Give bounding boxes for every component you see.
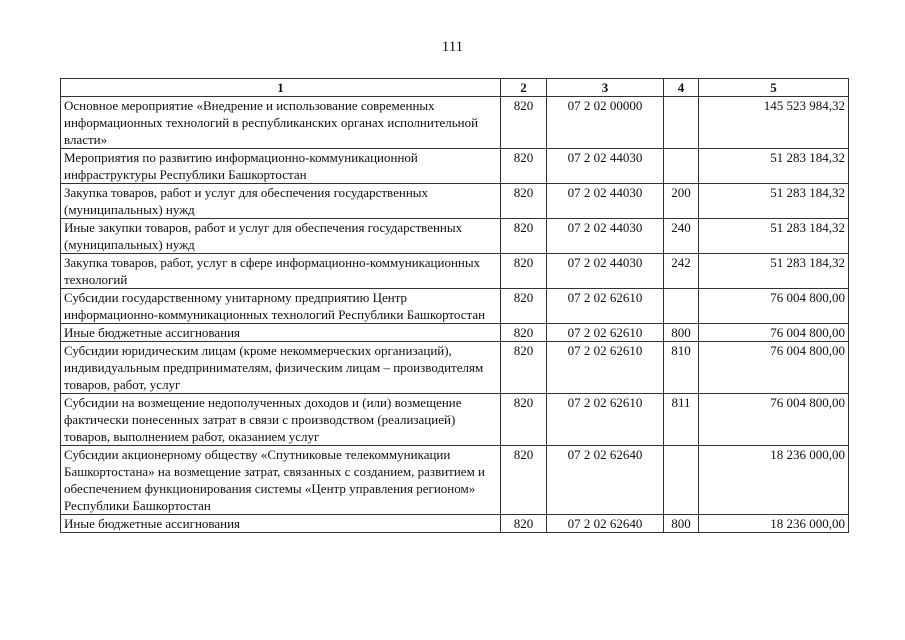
row-amount-cell: 51 283 184,32 — [699, 184, 849, 219]
column-header-2: 2 — [501, 79, 547, 97]
row-code-cell: 07 2 02 62610 — [547, 394, 664, 446]
table-row — [61, 254, 849, 289]
table-row — [61, 515, 849, 533]
row-code-cell: 07 2 02 62610 — [547, 289, 664, 324]
row-name-cell: Субсидии на возмещение недополученных доходов и (или) возмещение фактически понесенных затрат в связи с производством (реализацией) товаров, выполнением работ, оказанием услуг — [61, 394, 501, 446]
row-ministry-cell: 820 — [501, 324, 547, 342]
row-amount-cell: 76 004 800,00 — [699, 324, 849, 342]
row-code-cell: 07 2 02 44030 — [547, 254, 664, 289]
column-header-3: 3 — [547, 79, 664, 97]
row-name-cell: Иные бюджетные ассигнования — [61, 515, 501, 533]
row-name-cell: Закупка товаров, работ, услуг в сфере информационно-коммуникационных технологий — [61, 254, 501, 289]
row-amount-cell: 51 283 184,32 — [699, 219, 849, 254]
row-code-cell: 07 2 02 00000 — [547, 97, 664, 149]
row-type-cell: 811 — [664, 394, 699, 446]
row-type-cell: 800 — [664, 515, 699, 533]
row-type-cell: 242 — [664, 254, 699, 289]
row-name-cell: Иные бюджетные ассигнования — [61, 324, 501, 342]
row-name-cell: Закупка товаров, работ и услуг для обеспечения государственных (муниципальных) нужд — [61, 184, 501, 219]
table-row — [61, 394, 849, 446]
row-code-cell: 07 2 02 44030 — [547, 149, 664, 184]
row-name-cell: Субсидии акционерному обществу «Спутниковые телекоммуникации Башкортостана» на возмещение затрат, связанных с созданием, развитием и обеспечением функционирования системы «Центр управления регионом» Республики Башкортостан — [61, 446, 501, 515]
row-code-cell: 07 2 02 62640 — [547, 515, 664, 533]
row-amount-cell: 18 236 000,00 — [699, 446, 849, 515]
row-ministry-cell: 820 — [501, 289, 547, 324]
table-row — [61, 149, 849, 184]
table-row — [61, 289, 849, 324]
row-ministry-cell: 820 — [501, 446, 547, 515]
page-number: 111 — [441, 39, 464, 55]
row-name-cell: Основное мероприятие «Внедрение и использование современных информационных технологий в республиканских органах исполнительной власти» — [61, 97, 501, 149]
row-ministry-cell: 820 — [501, 184, 547, 219]
table-row — [61, 219, 849, 254]
row-amount-cell: 51 283 184,32 — [699, 254, 849, 289]
column-header-5: 5 — [699, 79, 849, 97]
table-row — [61, 97, 849, 149]
row-ministry-cell: 820 — [501, 97, 547, 149]
row-ministry-cell: 820 — [501, 342, 547, 394]
row-ministry-cell: 820 — [501, 219, 547, 254]
row-amount-cell: 76 004 800,00 — [699, 342, 849, 394]
row-ministry-cell: 820 — [501, 149, 547, 184]
column-header-4: 4 — [664, 79, 699, 97]
row-name-cell: Субсидии государственному унитарному предприятию Центр информационно-коммуникационных технологий Республики Башкортостан — [61, 289, 501, 324]
row-name-cell: Иные закупки товаров, работ и услуг для обеспечения государственных (муниципальных) нужд — [61, 219, 501, 254]
row-amount-cell: 76 004 800,00 — [699, 289, 849, 324]
table-header-row — [61, 79, 849, 97]
row-amount-cell: 51 283 184,32 — [699, 149, 849, 184]
row-amount-cell: 145 523 984,32 — [699, 97, 849, 149]
row-amount-cell: 18 236 000,00 — [699, 515, 849, 533]
row-type-cell: 800 — [664, 324, 699, 342]
row-type-cell — [664, 97, 699, 149]
row-ministry-cell: 820 — [501, 254, 547, 289]
row-type-cell — [664, 289, 699, 324]
table-body — [61, 97, 849, 533]
row-amount-cell: 76 004 800,00 — [699, 394, 849, 446]
row-type-cell: 200 — [664, 184, 699, 219]
table-row — [61, 342, 849, 394]
column-header-1: 1 — [61, 79, 501, 97]
row-type-cell — [664, 446, 699, 515]
row-type-cell — [664, 149, 699, 184]
row-code-cell: 07 2 02 44030 — [547, 219, 664, 254]
row-ministry-cell: 820 — [501, 394, 547, 446]
budget-table — [60, 78, 849, 533]
table-row — [61, 324, 849, 342]
row-type-cell: 240 — [664, 219, 699, 254]
row-name-cell: Субсидии юридическим лицам (кроме некоммерческих организаций), индивидуальным предпринимателям, физическим лицам – производителям товаров, работ, услуг — [61, 342, 501, 394]
row-code-cell: 07 2 02 62610 — [547, 342, 664, 394]
row-type-cell: 810 — [664, 342, 699, 394]
row-ministry-cell: 820 — [501, 515, 547, 533]
row-code-cell: 07 2 02 44030 — [547, 184, 664, 219]
row-code-cell: 07 2 02 62610 — [547, 324, 664, 342]
row-code-cell: 07 2 02 62640 — [547, 446, 664, 515]
table-row — [61, 184, 849, 219]
row-name-cell: Мероприятия по развитию информационно-коммуникационной инфраструктуры Республики Башкортостан — [61, 149, 501, 184]
table-row — [61, 446, 849, 515]
